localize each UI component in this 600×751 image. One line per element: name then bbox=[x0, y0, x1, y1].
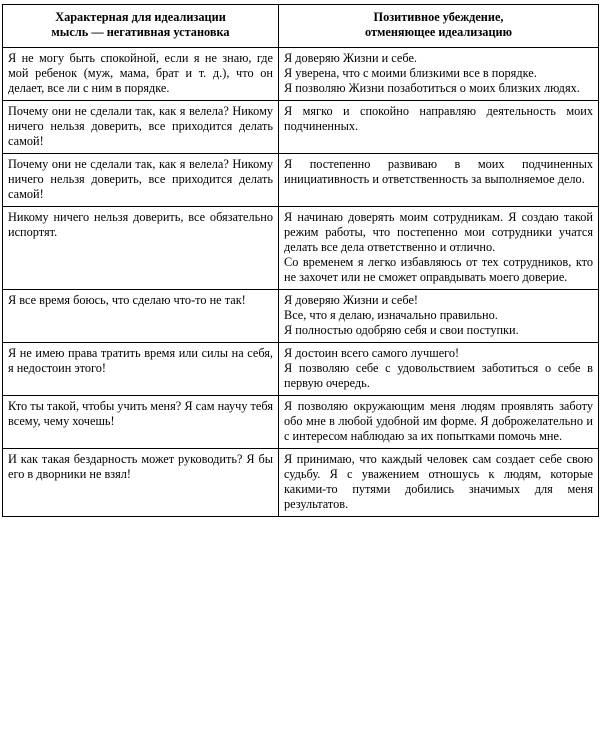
table-row bbox=[3, 289, 599, 342]
positive-belief-cell bbox=[279, 395, 599, 448]
negative-thought-cell: Я все время боюсь, что сделаю что-то не так! bbox=[3, 289, 279, 342]
positive-belief-cell bbox=[279, 100, 599, 153]
positive-belief-line: Я мягко и спокойно направляю деятельность моих подчиненных. bbox=[284, 103, 593, 133]
negative-thought-cell: Почему они не сделали так, как я велела? Никому ничего нельзя доверить, все приходится делать самой! bbox=[3, 153, 279, 206]
positive-belief-line: Я доверяю Жизни и себе! bbox=[284, 292, 418, 307]
positive-belief-cell bbox=[279, 448, 599, 516]
positive-belief-cell bbox=[279, 153, 599, 206]
positive-belief-line: Я полностью одобряю себя и свои поступки. bbox=[284, 322, 519, 337]
negative-thought-cell: И как такая бездарность может руководить? Я бы его в дворники не взял! bbox=[3, 448, 279, 516]
positive-belief-line: Я позволяю себе с удовольствием заботиться о себе в первую очередь. bbox=[284, 360, 593, 390]
negative-thought-cell: Я не имею права тратить время или силы на себя, я недостоин этого! bbox=[3, 342, 279, 395]
negative-thought-cell: Кто ты такой, чтобы учить меня? Я сам научу тебя всему, чему хочешь! bbox=[3, 395, 279, 448]
table-body bbox=[3, 47, 599, 516]
positive-belief-line: Я позволяю Жизни позаботиться о моих близких людях. bbox=[284, 80, 580, 95]
positive-belief-cell bbox=[279, 206, 599, 289]
table-row bbox=[3, 100, 599, 153]
table-row bbox=[3, 206, 599, 289]
positive-belief-line: Я начинаю доверять моим сотрудникам. Я создаю такой режим работы, что постепенно мои сотрудники учатся делать все дела ответственно и отлично. bbox=[284, 209, 593, 254]
table-header bbox=[3, 5, 599, 48]
column-header-negative-thought bbox=[3, 5, 279, 48]
column-header-positive-belief bbox=[279, 5, 599, 48]
table-row bbox=[3, 153, 599, 206]
positive-belief-line: Я достоин всего самого лучшего! bbox=[284, 345, 460, 360]
beliefs-table bbox=[2, 4, 599, 517]
positive-belief-line: Я уверена, что с моими близкими все в порядке. bbox=[284, 65, 537, 80]
positive-belief-line: Я позволяю окружающим меня людям проявлять заботу обо мне в любой удобной им форме. Я доброжелательно и с интересом наблюдаю за их попытками помочь мне. bbox=[284, 398, 593, 443]
positive-belief-cell bbox=[279, 47, 599, 100]
positive-belief-cell bbox=[279, 289, 599, 342]
table-row bbox=[3, 448, 599, 516]
negative-thought-cell: Почему они не сделали так, как я велела? Никому ничего нельзя доверить, все приходится делать самой! bbox=[3, 100, 279, 153]
positive-belief-line: Я постепенно развиваю в моих подчиненных инициативность и ответственность за выполняемое дело. bbox=[284, 156, 593, 186]
positive-belief-line: Я доверяю Жизни и себе. bbox=[284, 50, 417, 65]
column-header-positive-line1: Позитивное убеждение, bbox=[373, 10, 504, 24]
negative-thought-cell: Я не могу быть спокойной, если я не знаю, где мой ребенок (муж, мама, брат и т. д.), что он делает, все ли с ним в порядке. bbox=[3, 47, 279, 100]
column-header-negative-line1: Характерная для идеализации bbox=[55, 10, 226, 24]
table-row bbox=[3, 395, 599, 448]
positive-belief-line: Я принимаю, что каждый человек сам создает себе свою судьбу. Я с уважением отношусь к людям, которые какими-то путями добились значимых для меня результатов. bbox=[284, 451, 593, 511]
column-header-positive-line2: отменяющее идеализацию bbox=[364, 25, 513, 40]
positive-belief-line: Все, что я делаю, изначально правильно. bbox=[284, 307, 498, 322]
table-row bbox=[3, 342, 599, 395]
table-row bbox=[3, 47, 599, 100]
positive-belief-line: Со временем я легко избавляюсь от тех сотрудников, кто не захочет или не сможет оправдывать моего доверие. bbox=[284, 254, 593, 284]
negative-thought-cell: Никому ничего нельзя доверить, все обязательно испортят. bbox=[3, 206, 279, 289]
column-header-negative-line2: мысль — негативная установка bbox=[51, 25, 230, 40]
table-header-row bbox=[3, 5, 599, 48]
positive-belief-cell bbox=[279, 342, 599, 395]
